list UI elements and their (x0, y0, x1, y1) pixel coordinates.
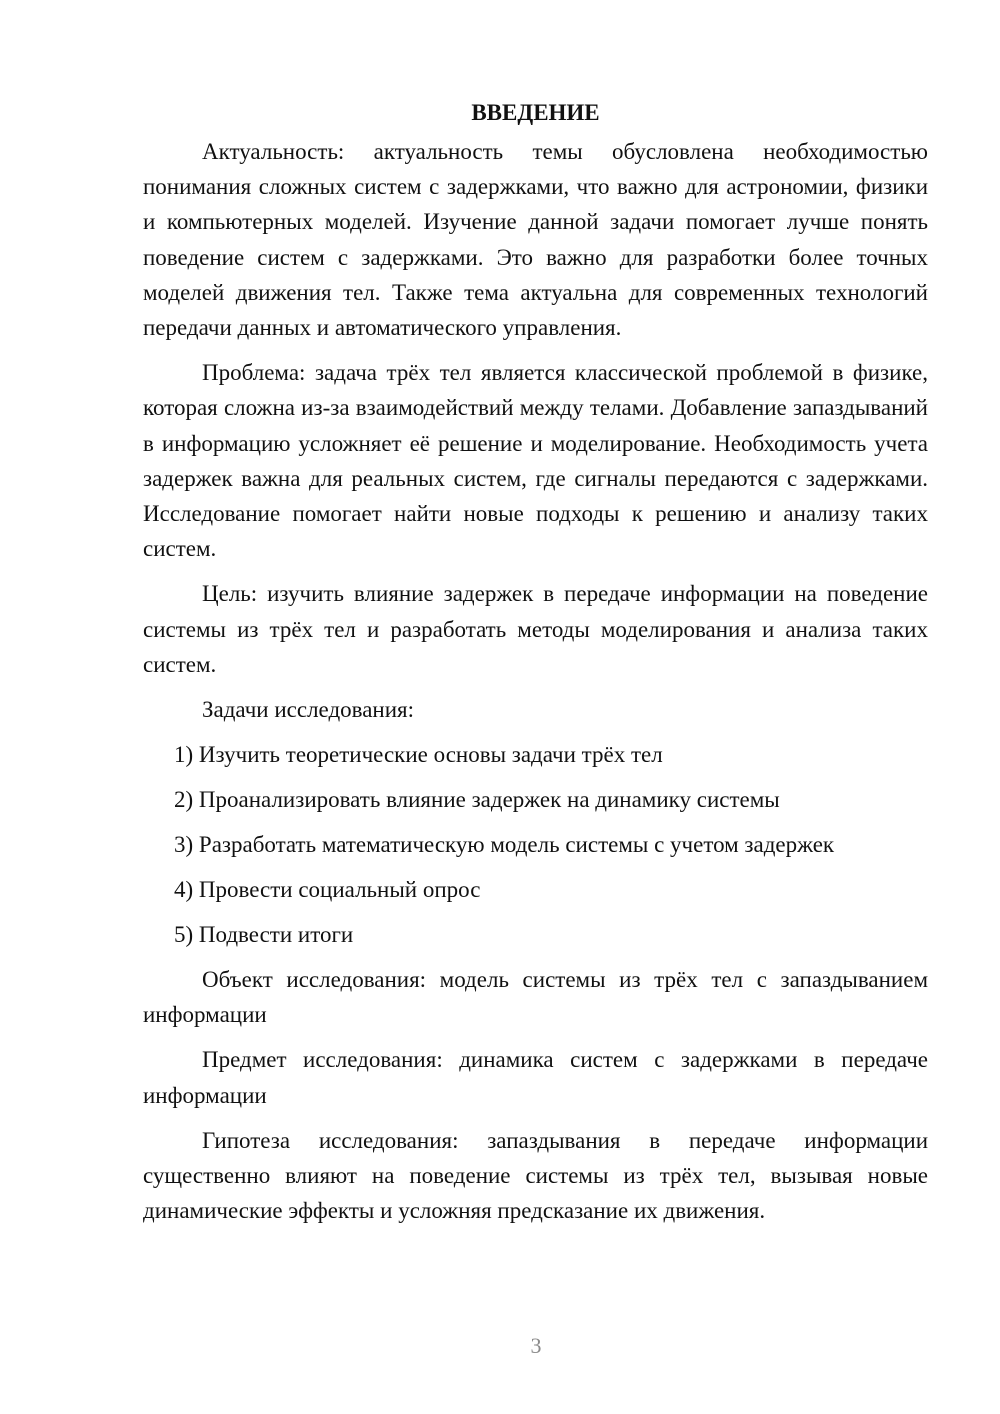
goal-paragraph: Цель: изучить влияние задержек в передаче информации на поведение системы из трёх тел и разработать методы моделирования и анализа таких систем. (143, 581, 928, 677)
tasks-heading: Задачи исследования: (202, 697, 415, 723)
task-item: 5) Подвести итоги (174, 922, 354, 948)
page-title: ВВЕДЕНИЕ (471, 100, 600, 125)
task-item: 1) Изучить теоретические основы задачи трёх тел (174, 742, 663, 768)
subject-paragraph: Предмет исследования: динамика систем с задержками в передаче информации (143, 1047, 928, 1108)
task-item: 2) Проанализировать влияние задержек на динамику системы (174, 787, 780, 813)
hypothesis-paragraph: Гипотеза исследования: запаздывания в передаче информации существенно влияют на поведение системы из трёх тел, вызывая новые динамические эффекты и усложняя предсказание их движения. (143, 1127, 928, 1224)
tasks-list (143, 737, 928, 952)
page-number: 3 (530, 1333, 542, 1358)
task-item: 3) Разработать математическую модель системы с учетом задержек (174, 832, 835, 858)
problem-paragraph: Проблема: задача трёх тел является классической проблемой в физике, которая сложна из-за взаимодействий между телами. Добавление запаздываний в информацию усложняет её решение и моделирование. Необходимость учета задержек важна для реальных систем, где сигналы передаются с задержками. Исследование помогает найти новые подходы к решению и анализу таких систем. (143, 360, 928, 562)
page-content (143, 95, 928, 1238)
task-item: 4) Провести социальный опрос (174, 877, 481, 903)
object-paragraph: Объект исследования: модель системы из трёх тел с запаздыванием информации (143, 967, 928, 1028)
relevance-paragraph: Актуальность: актуальность темы обусловлена необходимостью понимания сложных систем с задержками, что важно для астрономии, физики и компьютерных моделей. Изучение данной задачи помогает лучше понять поведение систем с задержками. Это важно для разработки более точных моделей движения тел. Также тема актуальна для современных технологий передачи данных и автоматического управления. (143, 139, 928, 341)
